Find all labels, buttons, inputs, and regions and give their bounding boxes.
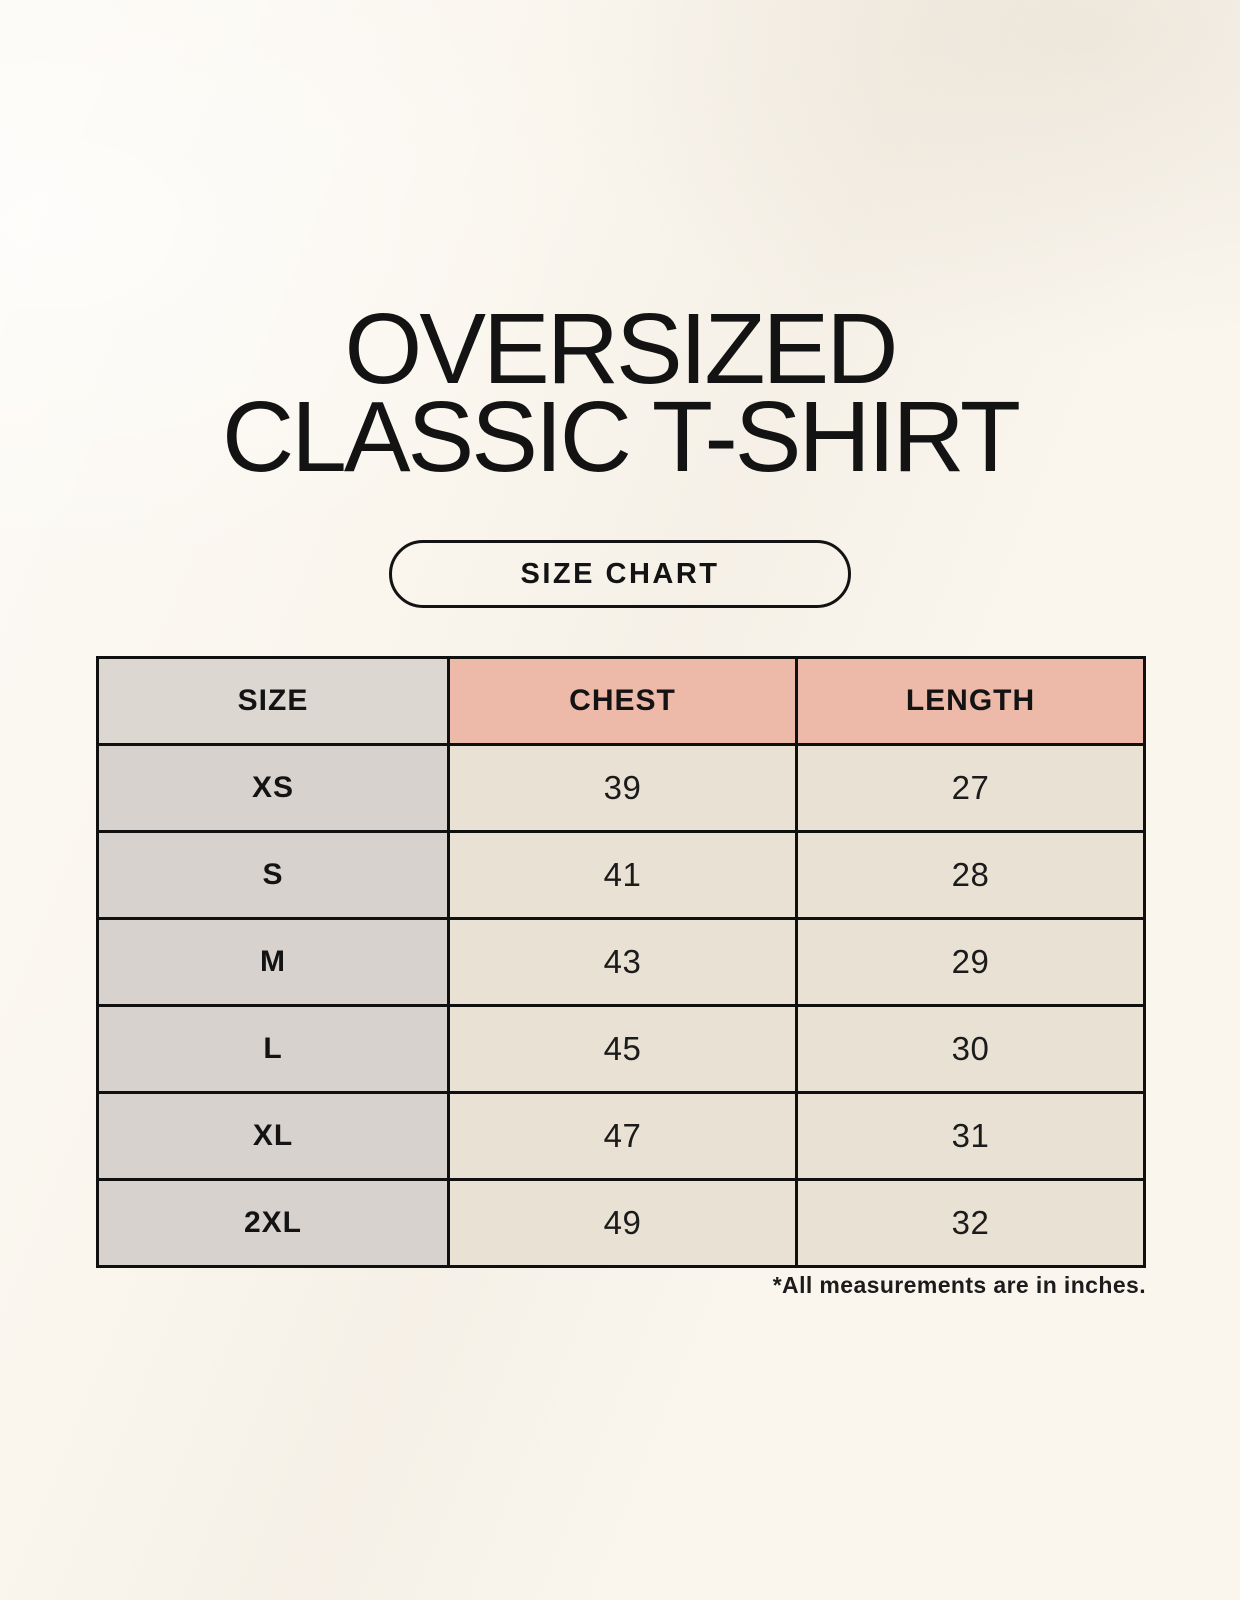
length-value: 27 [797,745,1145,832]
length-value: 29 [797,919,1145,1006]
chest-value: 47 [449,1093,797,1180]
length-value: 30 [797,1006,1145,1093]
size-label: XL [98,1093,449,1180]
size-label: S [98,832,449,919]
table-header-row [98,658,1145,745]
table-row-s [98,832,1145,919]
chest-value: 39 [449,745,797,832]
page-title-line1: OVERSIZED [344,293,896,405]
length-value: 32 [797,1180,1145,1267]
size-chart-badge-label: SIZE CHART [520,557,720,590]
table-row-2xl [98,1180,1145,1267]
measurements-footnote: *All measurements are in inches. [772,1272,1146,1298]
size-label: 2XL [98,1180,449,1267]
chest-value: 49 [449,1180,797,1267]
chest-value: 45 [449,1006,797,1093]
table-row-xl [98,1093,1145,1180]
table-row-l [98,1006,1145,1093]
size-chart-table [96,656,1146,1268]
table-row-xs [98,745,1145,832]
chest-value: 43 [449,919,797,1006]
size-label: M [98,919,449,1006]
size-label: L [98,1006,449,1093]
size-label: XS [98,745,449,832]
size-chart-badge [389,540,851,608]
table-row-m [98,919,1145,1006]
page-title-line2: CLASSIC T-SHIRT [222,381,1018,493]
column-header-chest: CHEST [449,658,797,745]
column-header-size: SIZE [98,658,449,745]
page-title [0,293,1240,493]
chest-value: 41 [449,832,797,919]
length-value: 28 [797,832,1145,919]
length-value: 31 [797,1093,1145,1180]
column-header-length: LENGTH [797,658,1145,745]
